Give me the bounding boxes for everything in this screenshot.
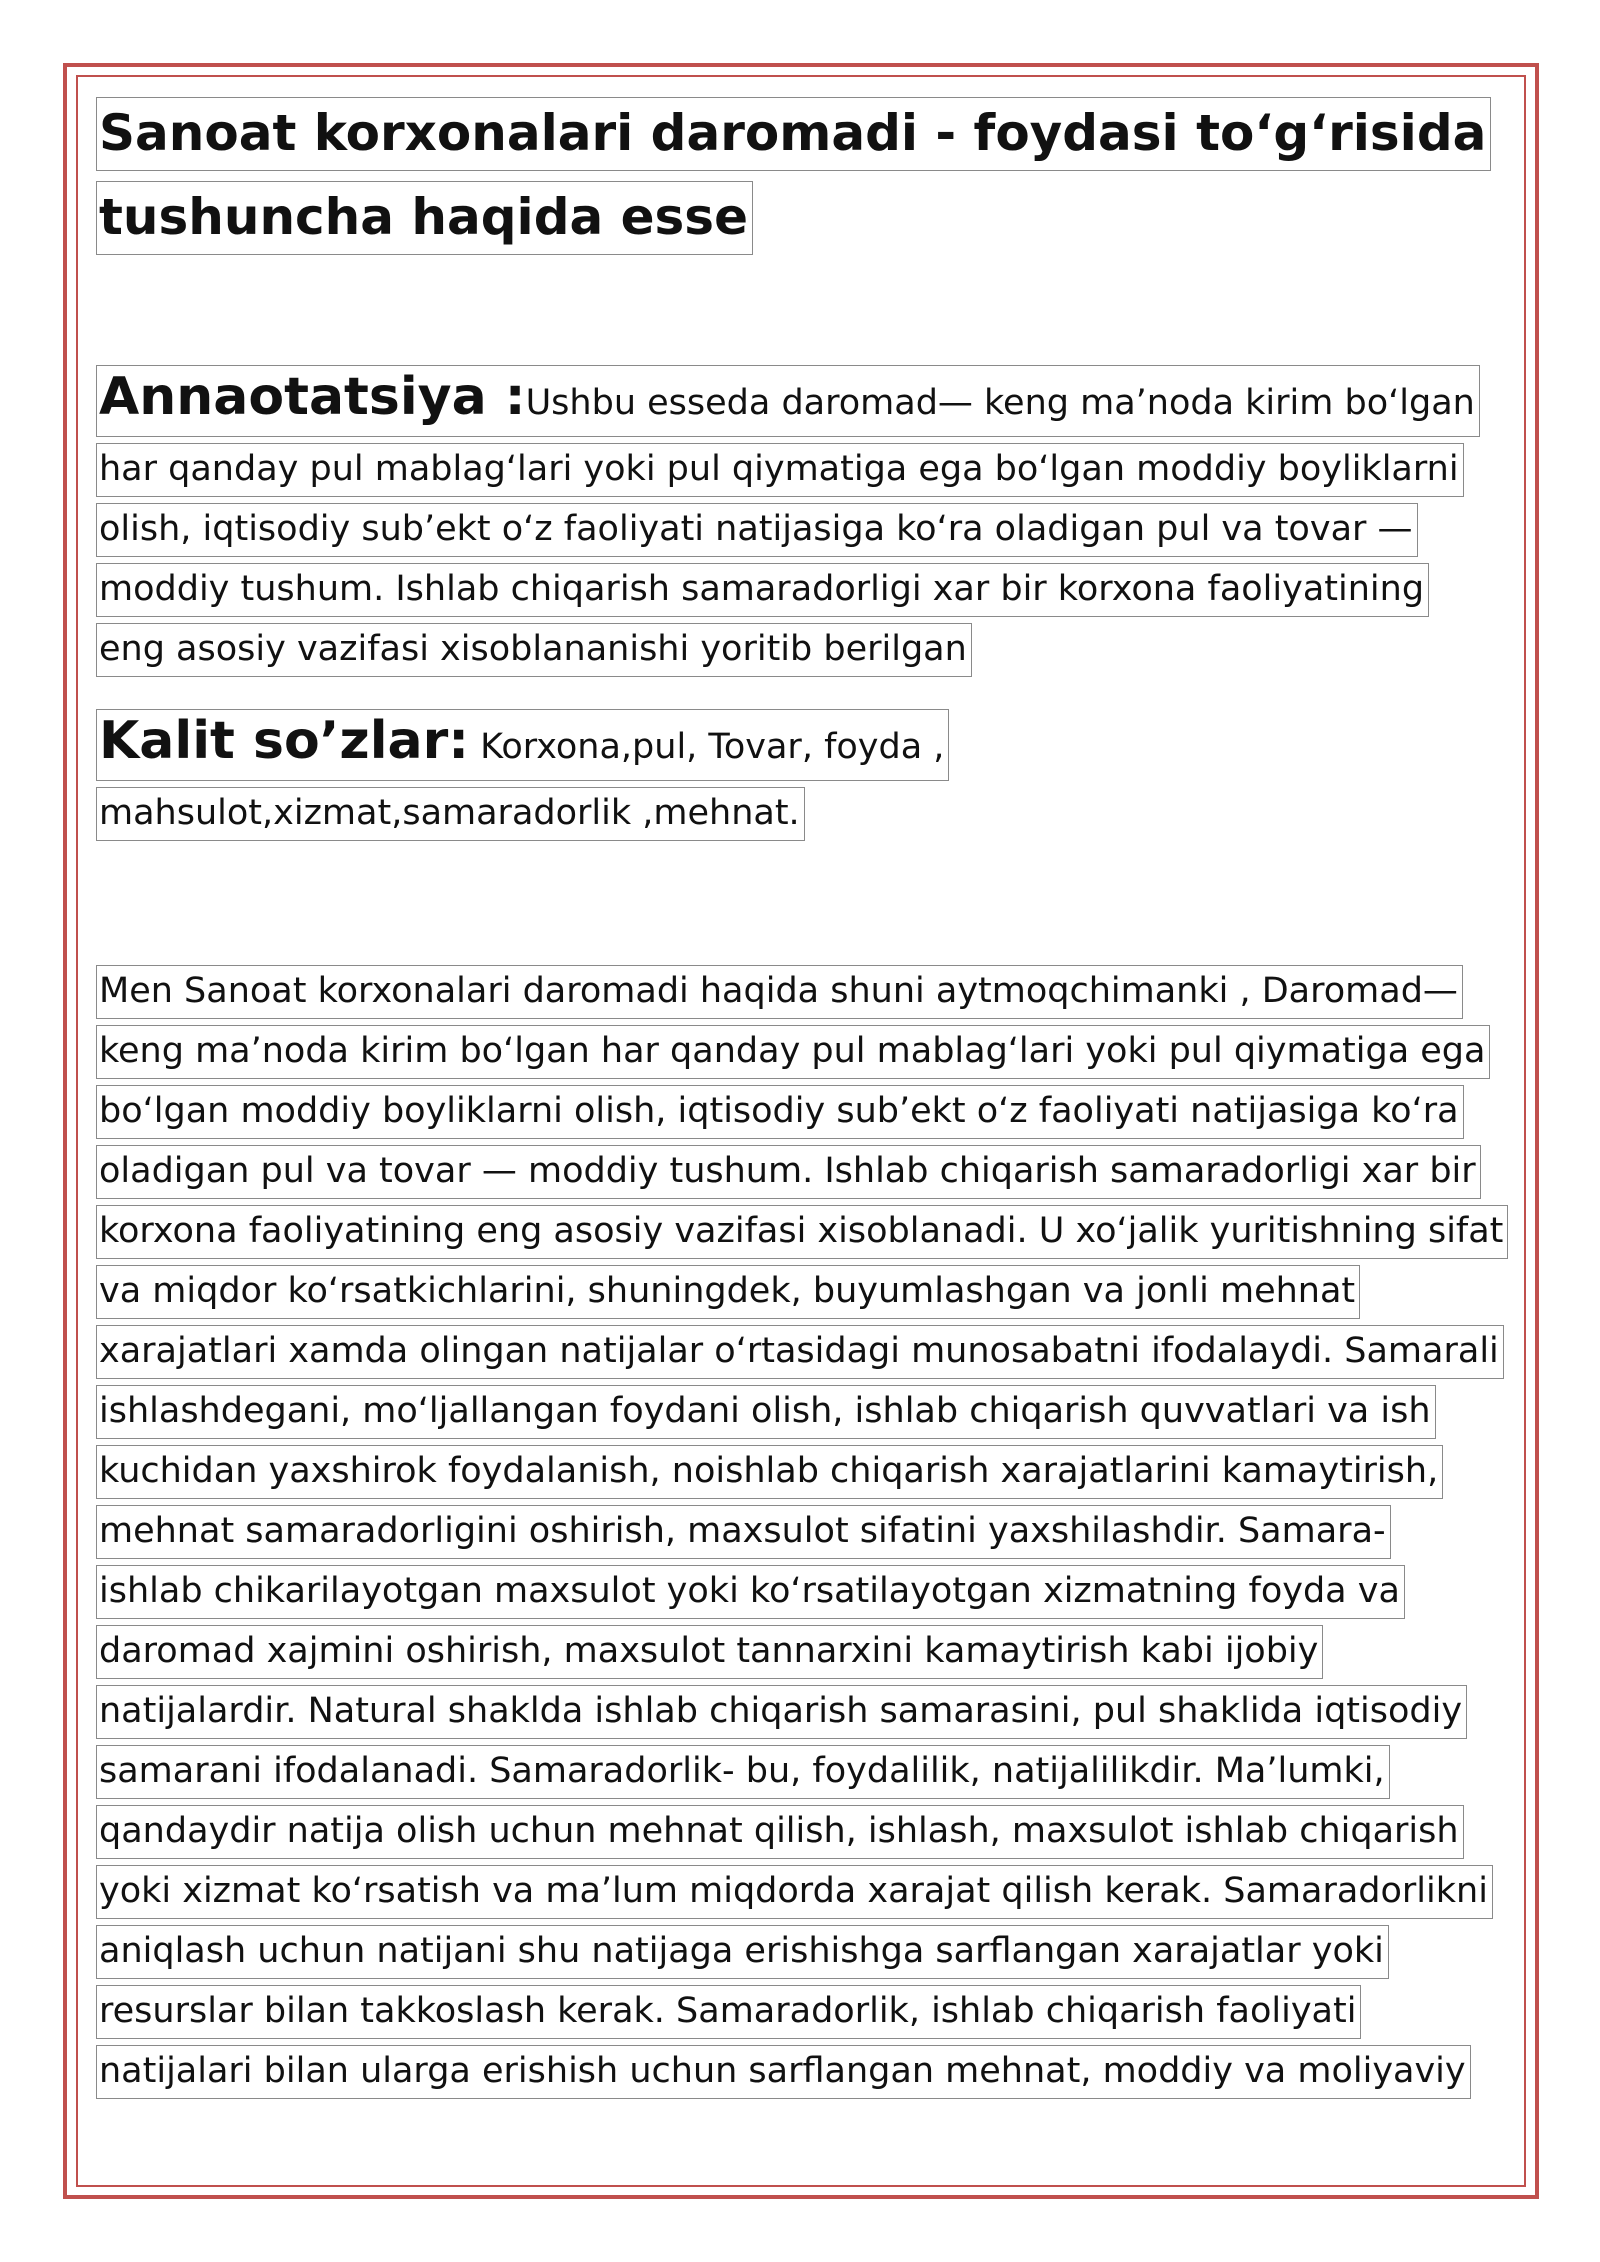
annotation-section — [96, 365, 1516, 683]
body-line: mehnat samaradorligini oshirish, maxsulot sifatini yaxshilashdir. Samara- — [96, 1505, 1391, 1559]
title-block — [96, 97, 1516, 265]
keywords-line: mahsulot,xizmat,samaradorlik ,mehnat. — [96, 787, 805, 841]
body-line: ishlab chikarilayotgan maxsulot yoki ko‘rsatilayotgan xizmatning foyda va — [96, 1565, 1405, 1619]
document-content — [96, 97, 1516, 2105]
annotation-label: Annaotatsiya : — [99, 367, 526, 427]
title-line-2: tushuncha haqida esse — [96, 181, 753, 255]
body-line: Men Sanoat korxonalari daromadi haqida shuni aytmoqchimanki , Daromad— — [96, 965, 1463, 1019]
body-line: samarani ifodalanadi. Samaradorlik- bu, foydalilik, natijalilikdir. Ma’lumki, — [96, 1745, 1390, 1799]
annotation-line: eng asosiy vazifasi xisoblananishi yoritib berilgan — [96, 623, 972, 677]
annotation-text: Ushbu esseda daromad— keng ma’noda kirim bo‘lgan — [525, 383, 1475, 423]
body-line: daromad xajmini oshirish, maxsulot tannarxini kamaytirish kabi ijobiy — [96, 1625, 1323, 1679]
annotation-line: olish, iqtisodiy sub’ekt o‘z faoliyati natijasiga ko‘ra oladigan pul va tovar — — [96, 503, 1418, 557]
annotation-line: har qanday pul mablag‘lari yoki pul qiymatiga ega bo‘lgan moddiy boyliklarni — [96, 443, 1464, 497]
body-line: qandaydir natija olish uchun mehnat qilish, ishlash, maxsulot ishlab chiqarish — [96, 1805, 1464, 1859]
body-line: resurslar bilan takkoslash kerak. Samaradorlik, ishlab chiqarish faoliyati — [96, 1985, 1361, 2039]
keywords-text: Korxona,pul, Tovar, foyda , — [469, 727, 945, 767]
body-line: yoki xizmat ko‘rsatish va ma’lum miqdorda xarajat qilish kerak. Samaradorlikni — [96, 1865, 1493, 1919]
body-line: korxona faoliyatining eng asosiy vazifasi xisoblanadi. U xo‘jalik yuritishning sifat — [96, 1205, 1508, 1259]
body-line: va miqdor ko‘rsatkichlarini, shuningdek, buyumlashgan va jonli mehnat — [96, 1265, 1360, 1319]
body-line: natijalari bilan ularga erishish uchun sarflangan mehnat, moddiy va moliyaviy — [96, 2045, 1471, 2099]
body-line: bo‘lgan moddiy boyliklarni olish, iqtisodiy sub’ekt o‘z faoliyati natijasiga ko‘ra — [96, 1085, 1464, 1139]
title-line-1: Sanoat korxonalari daromadi - foydasi to‘g‘risida — [96, 97, 1491, 171]
body-line: kuchidan yaxshirok foydalanish, noishlab chiqarish xarajatlarini kamaytirish, — [96, 1445, 1443, 1499]
body-line: ishlashdegani, mo‘ljallangan foydani olish, ishlab chiqarish quvvatlari va ish — [96, 1385, 1436, 1439]
body-line: aniqlash uchun natijani shu natijaga erishishga sarflangan xarajatlar yoki — [96, 1925, 1389, 1979]
annotation-line: moddiy tushum. Ishlab chiqarish samaradorligi xar bir korxona faoliyatining — [96, 563, 1429, 617]
body-line: oladigan pul va tovar — moddiy tushum. Ishlab chiqarish samaradorligi xar bir — [96, 1145, 1481, 1199]
keywords-label: Kalit so’zlar: — [99, 711, 470, 771]
keywords-section — [96, 709, 1516, 847]
body-line: natijalardir. Natural shakldа ishlab chiqarish samarasini, pul shaklida iqtisodiy — [96, 1685, 1467, 1739]
body-line: xarajatlari xamda olingan natijalar o‘rtasidagi munosabatni ifodalaydi. Samarali — [96, 1325, 1504, 1379]
body-section — [96, 965, 1516, 2105]
body-line: keng ma’noda kirim bo‘lgan har qanday pul mablag‘lari yoki pul qiymatiga ega — [96, 1025, 1490, 1079]
annotation-line — [96, 365, 1480, 437]
keywords-line — [96, 709, 949, 781]
